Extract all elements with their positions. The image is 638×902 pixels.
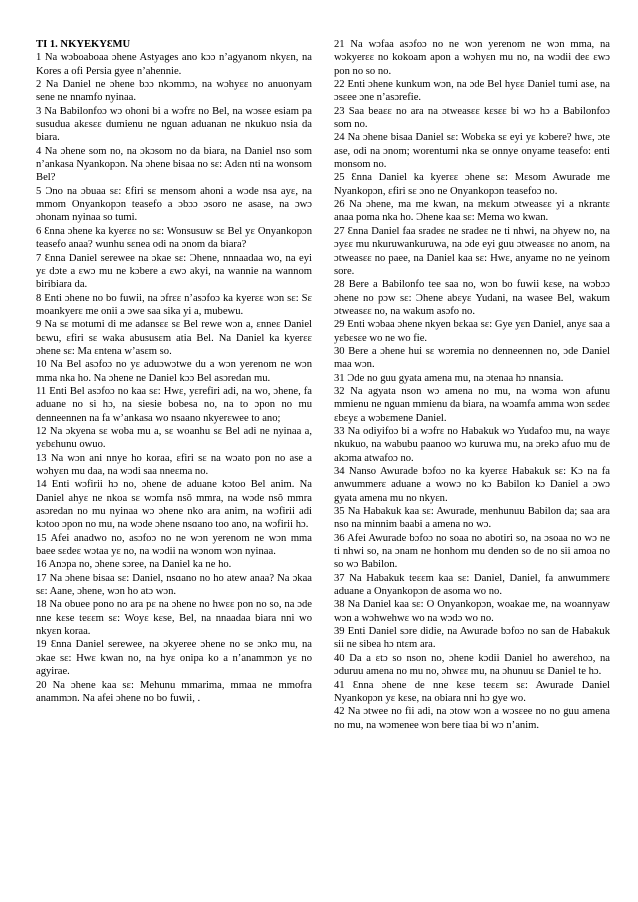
verse-9: 9 Na sɛ motumi di me adansɛɛ sɛ Bel rewe wɔn a, ɛnneɛ Daniel bɛwu, ɛfiri sɛ waka abususɛm atia Bel. Na Daniel ka kyerɛɛ ɔhene sɛ: Ma ɛntena w’asɛm so.	[36, 319, 312, 357]
verse-35: 35 Na Habakuk kaa sɛ: Awurade, menhunuu Babilon da; saa ara nso na minnim baabi a amena no wɔ.	[334, 506, 610, 531]
verse-20: 20 Na ɔhene kaa sɛ: Mehunu mmarima, mmaa ne mmofra anammɔn. Na afei ɔhene no bo fuwii, .	[36, 679, 312, 704]
verse-11: 11 Enti Bel asɔfoɔ no kaa sɛ: Hwɛ, yɛrefiri adi, na wo, ɔhene, fa aduane no si hɔ, na siesie bobesa no, na to ɔpon no mu denneennen na fa w’ankasa wo nsaano nkyerɛwee to ano;	[36, 385, 312, 424]
verse-16: 16 Anɔpa no, ɔhene sɔree, na Daniel ka ne ho.	[36, 559, 232, 571]
verse-21: 21 Na wɔfaa asɔfoɔ no ne wɔn yerenom ne wɔn mma, na wɔkyerɛɛ no kokoam apon a wɔhyɛn mu no, na wɔdii deɛ ɛwɔ pon no so no.	[334, 39, 610, 77]
chapter-title: TI 1. NKYEKYƐMU	[36, 39, 131, 50]
right-column	[334, 38, 610, 902]
left-column	[36, 38, 312, 902]
verse-17: 17 Na ɔhene bisaa sɛ: Daniel, nsɑano no ho atew anaa? Na ɔkaa sɛ: Aane, ɔhene, wɔn ho atɔ wɔn.	[36, 572, 312, 598]
verse-12: 12 Na ɔkyena sɛ woba mu a, sɛ woanhu sɛ Bel adi ne nyinaa a, yɛbɛhunu owuo.	[36, 425, 312, 451]
verse-29: 29 Enti wɔbaa ɔhene nkyen bɛkaa sɛ: Gye yɛn Daniel, anyɛ saa a yɛbɛsɛe wo ne wo fie.	[334, 319, 610, 344]
verse-8: 8 Enti ɔhene no bo fuwii, na ɔfrɛɛ n’asɔfoɔ ka kyerɛɛ wɔn sɛ: Sɛ moankyerɛ me onii a ɔwe saa sika yi a, mubewu.	[36, 292, 312, 317]
verse-22: 22 Enti ɔhene kunkum wɔn, na ɔde Bel hyɛɛ Daniel tumi ase, na ɔsɛee ɔne n’asɔrefie.	[334, 79, 610, 104]
verse-40: 40 Da a ɛtɔ so nson no, ɔhene kɔdii Daniel ho awerɛhoɔ, na ɔduruu amena no mu no, ɔhwɛɛ mu, na ɔhunuu sɛ Daniel te hɔ.	[334, 652, 610, 678]
verse-15: 15 Afei anadwo no, asɔfoɔ no ne wɔn yerenom ne wɔn mma baee sɛdeɛ wɔtaa yɛ no, na wɔdii na wɔnom wɔn nyinaa.	[36, 532, 312, 558]
verse-10: 10 Na Bel asɔfoɔ no yɛ aduɔwɔtwe du a wɔn yerenom ne wɔn mma nka ho. Na ɔhene ne Daniel kɔɔ Bel asɔredan mu.	[36, 359, 312, 384]
verse-4: 4 Na ɔhene som no, na ɔkɔsom no da biara, na Daniel nso som n’ankasa Nyankopɔn. Na ɔhene bisaa no sɛ: Adɛn nti na wonsom Bel?	[36, 145, 312, 184]
verse-39: 39 Enti Daniel sɔre didie, na Awurade bɔfoɔ no san de Habakuk sii ne sibea hɔ ntɛm ara.	[334, 626, 610, 651]
verse-13: 13 Na wɔn ani nnye ho koraa, ɛfiri sɛ na wɔato pon no ase a wɔhyɛn mu daa, na wɔdi saa nneɛma no.	[36, 452, 312, 477]
verse-28: 28 Bere a Babilonfo tee saa no, wɔn bo fuwii kɛse, na wɔbɔɔ ɔhene no pɔw sɛ: Ɔhene abɛyɛ Yudani, na wasee Bel, wakum ɔtweasɛɛ no, na wakum asɔfo no.	[334, 279, 610, 317]
verse-2: 2 Na Daniel ne ɔhene bɔɔ nkɔmmɔ, na wɔhyɛɛ no anuonyam sene ne nnamfo nyinaa.	[36, 79, 312, 104]
verse-6: 6 Ɛnna ɔhene ka kyerɛɛ no sɛ: Wonsusuw sɛ Bel yɛ Onyankopɔn teasefo anaa? wunhu sɛnea odi na ɔnom da biara?	[36, 225, 312, 251]
verse-24: 24 Na ɔhene bisaa Daniel sɛ: Wobɛka sɛ eyi yɛ kɔbere? hwɛ, ɔte ase, odi na ɔnom; worentumi nka se onnye onyame teasefo: enti monsom no.	[334, 132, 610, 171]
verse-27: 27 Ɛnna Daniel faa sradeɛ ne sradeɛ ne ti nhwi, na ɔhyew no, na ɔyɛɛ mu nkuruwankuruwa, na ɔde eyi guu ɔtweasɛɛ no anom, na ɔtweasɛɛ no paee, na Daniel kaa sɛ: Hwɛ, anyame no ne yeinom sore.	[334, 225, 610, 277]
verse-32: 32 Na agyata nson wɔ amena no mu, na wɔma wɔn afunu mmienu ne nguan mmienu da biara, na wɔamfa amma wɔn sɛdeɛ ɛbɛyɛ a wɔbɛmene Daniel.	[334, 385, 610, 424]
verse-14: 14 Enti wɔfirii hɔ no, ɔhene de aduane kɔtoo Bel anim. Na Daniel ahyɛ ne nkoa sɛ wɔmfa nsõ mmra, na wɔde nsõ mmra asɔredan no mu nyinaa wɔ ɔhene nko ara anim, na wɔfirii adi kɔtoo ɔpon no mu, na wɔde ɔhene nsɑano too ano, na wɔfirii hɔ.	[36, 479, 312, 531]
verse-5: 5 Ɔno na ɔbuaa sɛ: Ɛfiri sɛ mensom ahoni a wɔde nsa ayɛ, na mmom Onyankopɔn teasefo a ɔbɔɔ ɔsoro ne asase, na ɔwɔ ɔhonam nyinaa so tumi.	[36, 185, 312, 224]
verse-34: 34 Nanso Awurade bɔfoɔ no ka kyerɛɛ Habakuk sɛ: Kɔ na fa anwummerɛ aduane a wowɔ no kɔ Babilon kɔ Daniel a ɔwɔ gyata amena mu no nkyɛn.	[334, 466, 610, 504]
verse-23: 23 Saa beaɛɛ no ara na ɔtweasɛɛ kɛsɛɛ bi wɔ hɔ a Babilonfoɔ som no.	[334, 105, 610, 131]
verse-1: 1 Na wɔboaboaa ɔhene Astyages ano kɔɔ n’agyanom nkyɛn, na Kores a ofi Persia gyee n’ahennie.	[36, 52, 312, 77]
verse-7: 7 Ɛnna Daniel serewee na ɔkae sɛ: Ɔhene, nnnaadaa wo, na eyi yɛ dɔte a ɛwɔ mu ne kɔbere a ɛwɔ akyi, na wannie na wannom biribiara da.	[36, 252, 312, 291]
verse-37: 37 Na Habakuk teɛɛm kaa sɛ: Daniel, Daniel, fa anwummerɛ aduane a Onyankopɔn de asoma wo no.	[334, 572, 610, 598]
verse-25: 25 Ɛnna Daniel ka kyerɛɛ ɔhene sɛ: Mɛsom Awurade me Nyankopɔn, ɛfiri sɛ ɔno ne Onyankopɔn teasefoɔ no.	[334, 172, 610, 197]
verse-26: 26 Na ɔhene, ma me kwan, na mɛkum ɔtweasɛɛ yi a nkrantɛ anaa poma nka ho. Ɔhene kaa sɛ: Mema wo kwan.	[334, 199, 610, 224]
verse-41: 41 Ɛnna ɔhene de nne kɛse teɛɛm sɛ: Awurade Daniel Nyankopɔn yɛ kɛse, na obiara nni hɔ gye wo.	[334, 679, 610, 704]
verse-3: 3 Na Babilonfoɔ wɔ ohoni bi a wɔfrɛ no Bel, na wɔsɛe esiam pa susudua akɛsɛɛ dumienu ne nguan aduanan ne nkukuo nsia da biara.	[36, 105, 312, 144]
verse-31: 31 Ɔde no guu gyata amena mu, na ɔtenaa hɔ nnansia.	[334, 372, 564, 384]
verse-18: 18 Na obuee pono no ara pɛ na ɔhene no hwɛɛ pon no so, na ɔde nne kɛse teɛɛm sɛ: Woyɛ kɛse, Bel, na nnaadaa biara nni wo nkyɛn koraa.	[36, 599, 312, 638]
verse-38: 38 Na Daniel kaa sɛ: O Onyankopɔn, woakae me, na woannyaw wɔn a wɔhwehwɛ wo na wɔdɔ wo no.	[334, 599, 610, 624]
verse-19: 19 Ɛnna Daniel serewee, na ɔkyeree ɔhene no se ɔnkɔ mu, na ɔkae sɛ: Hwɛ kwan no, na hyɛ onipa ko a n’anammɔn yɛ no agyirae.	[36, 639, 312, 678]
verse-33: 33 Na odiyifoɔ bi a wɔfrɛ no Habakuk wɔ Yudafoɔ mu, na wayɛ nkukuo, na wabubu paanoo wɔ kuruwa mu, na ɔrekɔ afuo mu de akɔma atwafoɔ no.	[334, 425, 610, 464]
verse-36: 36 Afei Awurade bɔfoɔ no soaa no abotiri so, na ɔsoaa no wɔ ne ti nhwi so, na ɔnam ne honhom mu denden so de no sii amoa no so wɔ Babilon.	[334, 532, 610, 571]
verse-42: 42 Na ɔtwee no fii adi, na ɔtow wɔn a wɔsɛee no no guu amena no mu, na wɔmenee wɔn bere tiaa bi wɔ n’anim.	[334, 706, 610, 731]
verse-30: 30 Bere a ɔhene hui sɛ wɔremia no denneennen no, ɔde Daniel maa wɔn.	[334, 345, 610, 371]
